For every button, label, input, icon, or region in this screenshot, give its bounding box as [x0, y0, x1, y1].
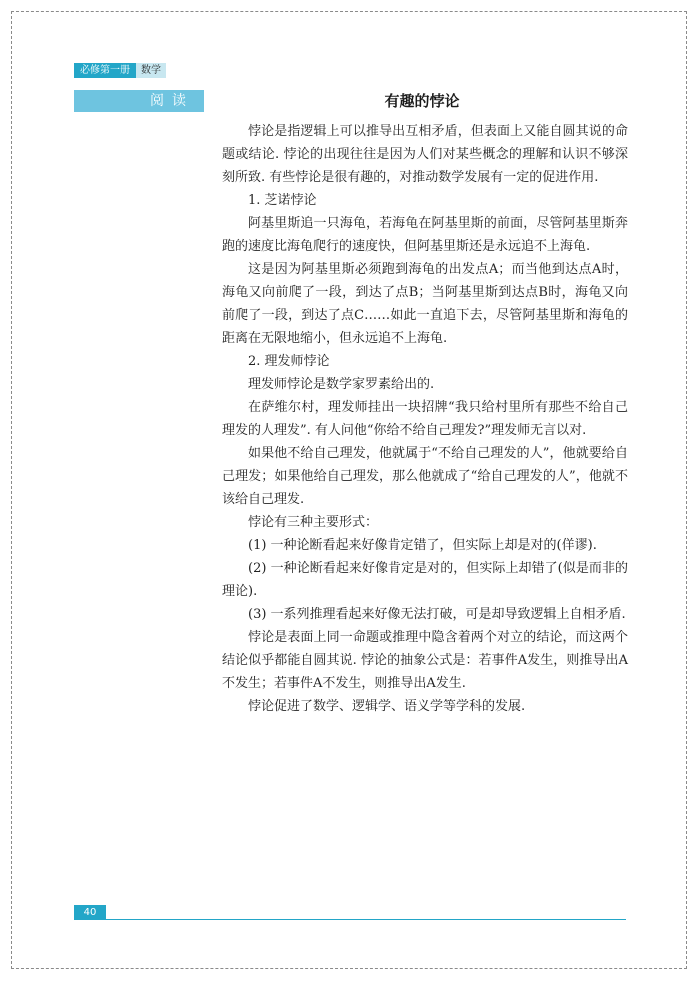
paragraph-conclusion: 悖论促进了数学、逻辑学、语义学等学科的发展.: [248, 699, 526, 714]
paragraph: 理发师悖论是数学家罗素给出的.: [248, 377, 435, 392]
subheading-barber: 2. 理发师悖论: [248, 354, 330, 369]
list-item: (2) 一种论断看起来好像肯定是对的，但实际上却错了(似是而非的理论).: [222, 561, 628, 599]
list-item: (3) 一系列推理看起来好像无法打破，可是却导致逻辑上自相矛盾.: [248, 607, 626, 622]
book-title: 必修第一册: [74, 63, 136, 78]
paragraph-intro: 悖论是指逻辑上可以推导出互相矛盾，但表面上又能自圆其说的命题或结论. 悖论的出现往往是因为人们对某些概念的理解和认识不够深刻所致. 有些悖论是很有趣的，对推动数学发展有一定的促进作用.: [222, 124, 628, 185]
article-title: 有趣的悖论: [384, 92, 460, 110]
page-number: 40: [74, 905, 106, 920]
subheading-zeno: 1. 芝诺悖论: [248, 193, 317, 208]
paragraph: 这是因为阿基里斯必须跑到海龟的出发点A；而当他到达点A时，海龟又向前爬了一段，到达了点B；当阿基里斯到达点B时，海龟又向前爬了一段，到达了点C……如此一直追下去，尽管阿基里斯和海龟的距离在无限地缩小，但永远追不上海龟.: [222, 262, 628, 346]
paragraph: 在萨维尔村，理发师挂出一块招牌“我只给村里所有那些不给自己理发的人理发”. 有人问他“你给不给自己理发?”理发师无言以对.: [222, 400, 628, 438]
subject-label: 数学: [136, 63, 166, 78]
paragraph: 阿基里斯追一只海龟，若海龟在阿基里斯的前面，尽管阿基里斯奔跑的速度比海龟爬行的速度快，但阿基里斯还是永远追不上海龟.: [222, 216, 628, 254]
list-item: (1) 一种论断看起来好像肯定错了，但实际上却是对的(佯谬).: [248, 538, 597, 553]
paragraph: 悖论有三种主要形式：: [248, 515, 379, 530]
running-header: [74, 63, 166, 78]
section-tag-reading: 阅读: [74, 90, 204, 112]
footer-rule: [106, 919, 626, 920]
paragraph: 悖论是表面上同一命题或推理中隐含着两个对立的结论，而这两个结论似乎都能自圆其说. 悖论的抽象公式是：若事件A发生，则推导出A不发生；若事件A不发生，则推导出A发生.: [222, 630, 628, 691]
paragraph: 如果他不给自己理发，他就属于“不给自己理发的人”，他就要给自己理发；如果他给自己理发，那么他就成了“给自己理发的人”，他就不该给自己理发.: [222, 446, 628, 507]
article-body: [222, 120, 628, 718]
